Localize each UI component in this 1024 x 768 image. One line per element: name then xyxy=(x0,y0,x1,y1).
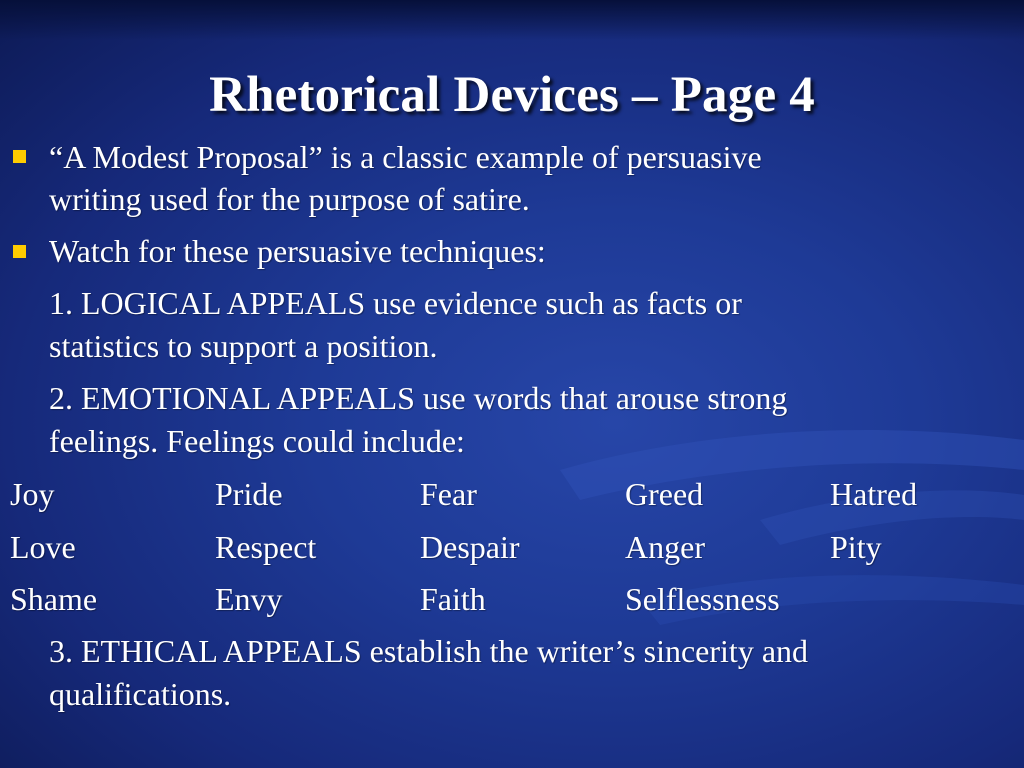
feeling-word: Respect xyxy=(215,529,317,565)
feeling-word: Pride xyxy=(215,476,283,512)
feeling-word: Fear xyxy=(420,476,477,512)
feeling-word: Shame xyxy=(10,581,98,617)
bullet-text: “A Modest Proposal” is a classic example of persuasive xyxy=(49,139,762,175)
bullet-marker xyxy=(13,245,26,258)
feeling-word: Despair xyxy=(420,529,520,565)
logical-appeals-text: 1. LOGICAL APPEALS use evidence such as facts or xyxy=(49,285,742,321)
feeling-word: Faith xyxy=(420,581,486,617)
emotional-appeals-text-continued: feelings. Feelings could include: xyxy=(49,423,465,459)
feeling-word: Selflessness xyxy=(625,581,780,617)
slide-title: Rhetorical Devices – Page 4 xyxy=(209,67,815,123)
feeling-word: Hatred xyxy=(830,476,918,512)
logical-appeals-text-continued: statistics to support a position. xyxy=(49,328,438,364)
bullet-text: Watch for these persuasive techniques: xyxy=(49,233,546,269)
feeling-word: Envy xyxy=(215,581,283,617)
bullet-marker xyxy=(13,150,26,163)
bullet-text-continued: writing used for the purpose of satire. xyxy=(49,181,530,217)
emotional-appeals-text: 2. EMOTIONAL APPEALS use words that arouse strong xyxy=(49,380,788,416)
ethical-appeals-text: 3. ETHICAL APPEALS establish the writer’s sincerity and xyxy=(49,633,809,669)
feeling-word: Joy xyxy=(10,476,55,512)
feeling-word: Greed xyxy=(625,476,704,512)
ethical-appeals-text-continued: qualifications. xyxy=(49,676,232,712)
feeling-word: Love xyxy=(10,529,76,565)
feeling-word: Pity xyxy=(830,529,882,565)
feeling-word: Anger xyxy=(625,529,705,565)
